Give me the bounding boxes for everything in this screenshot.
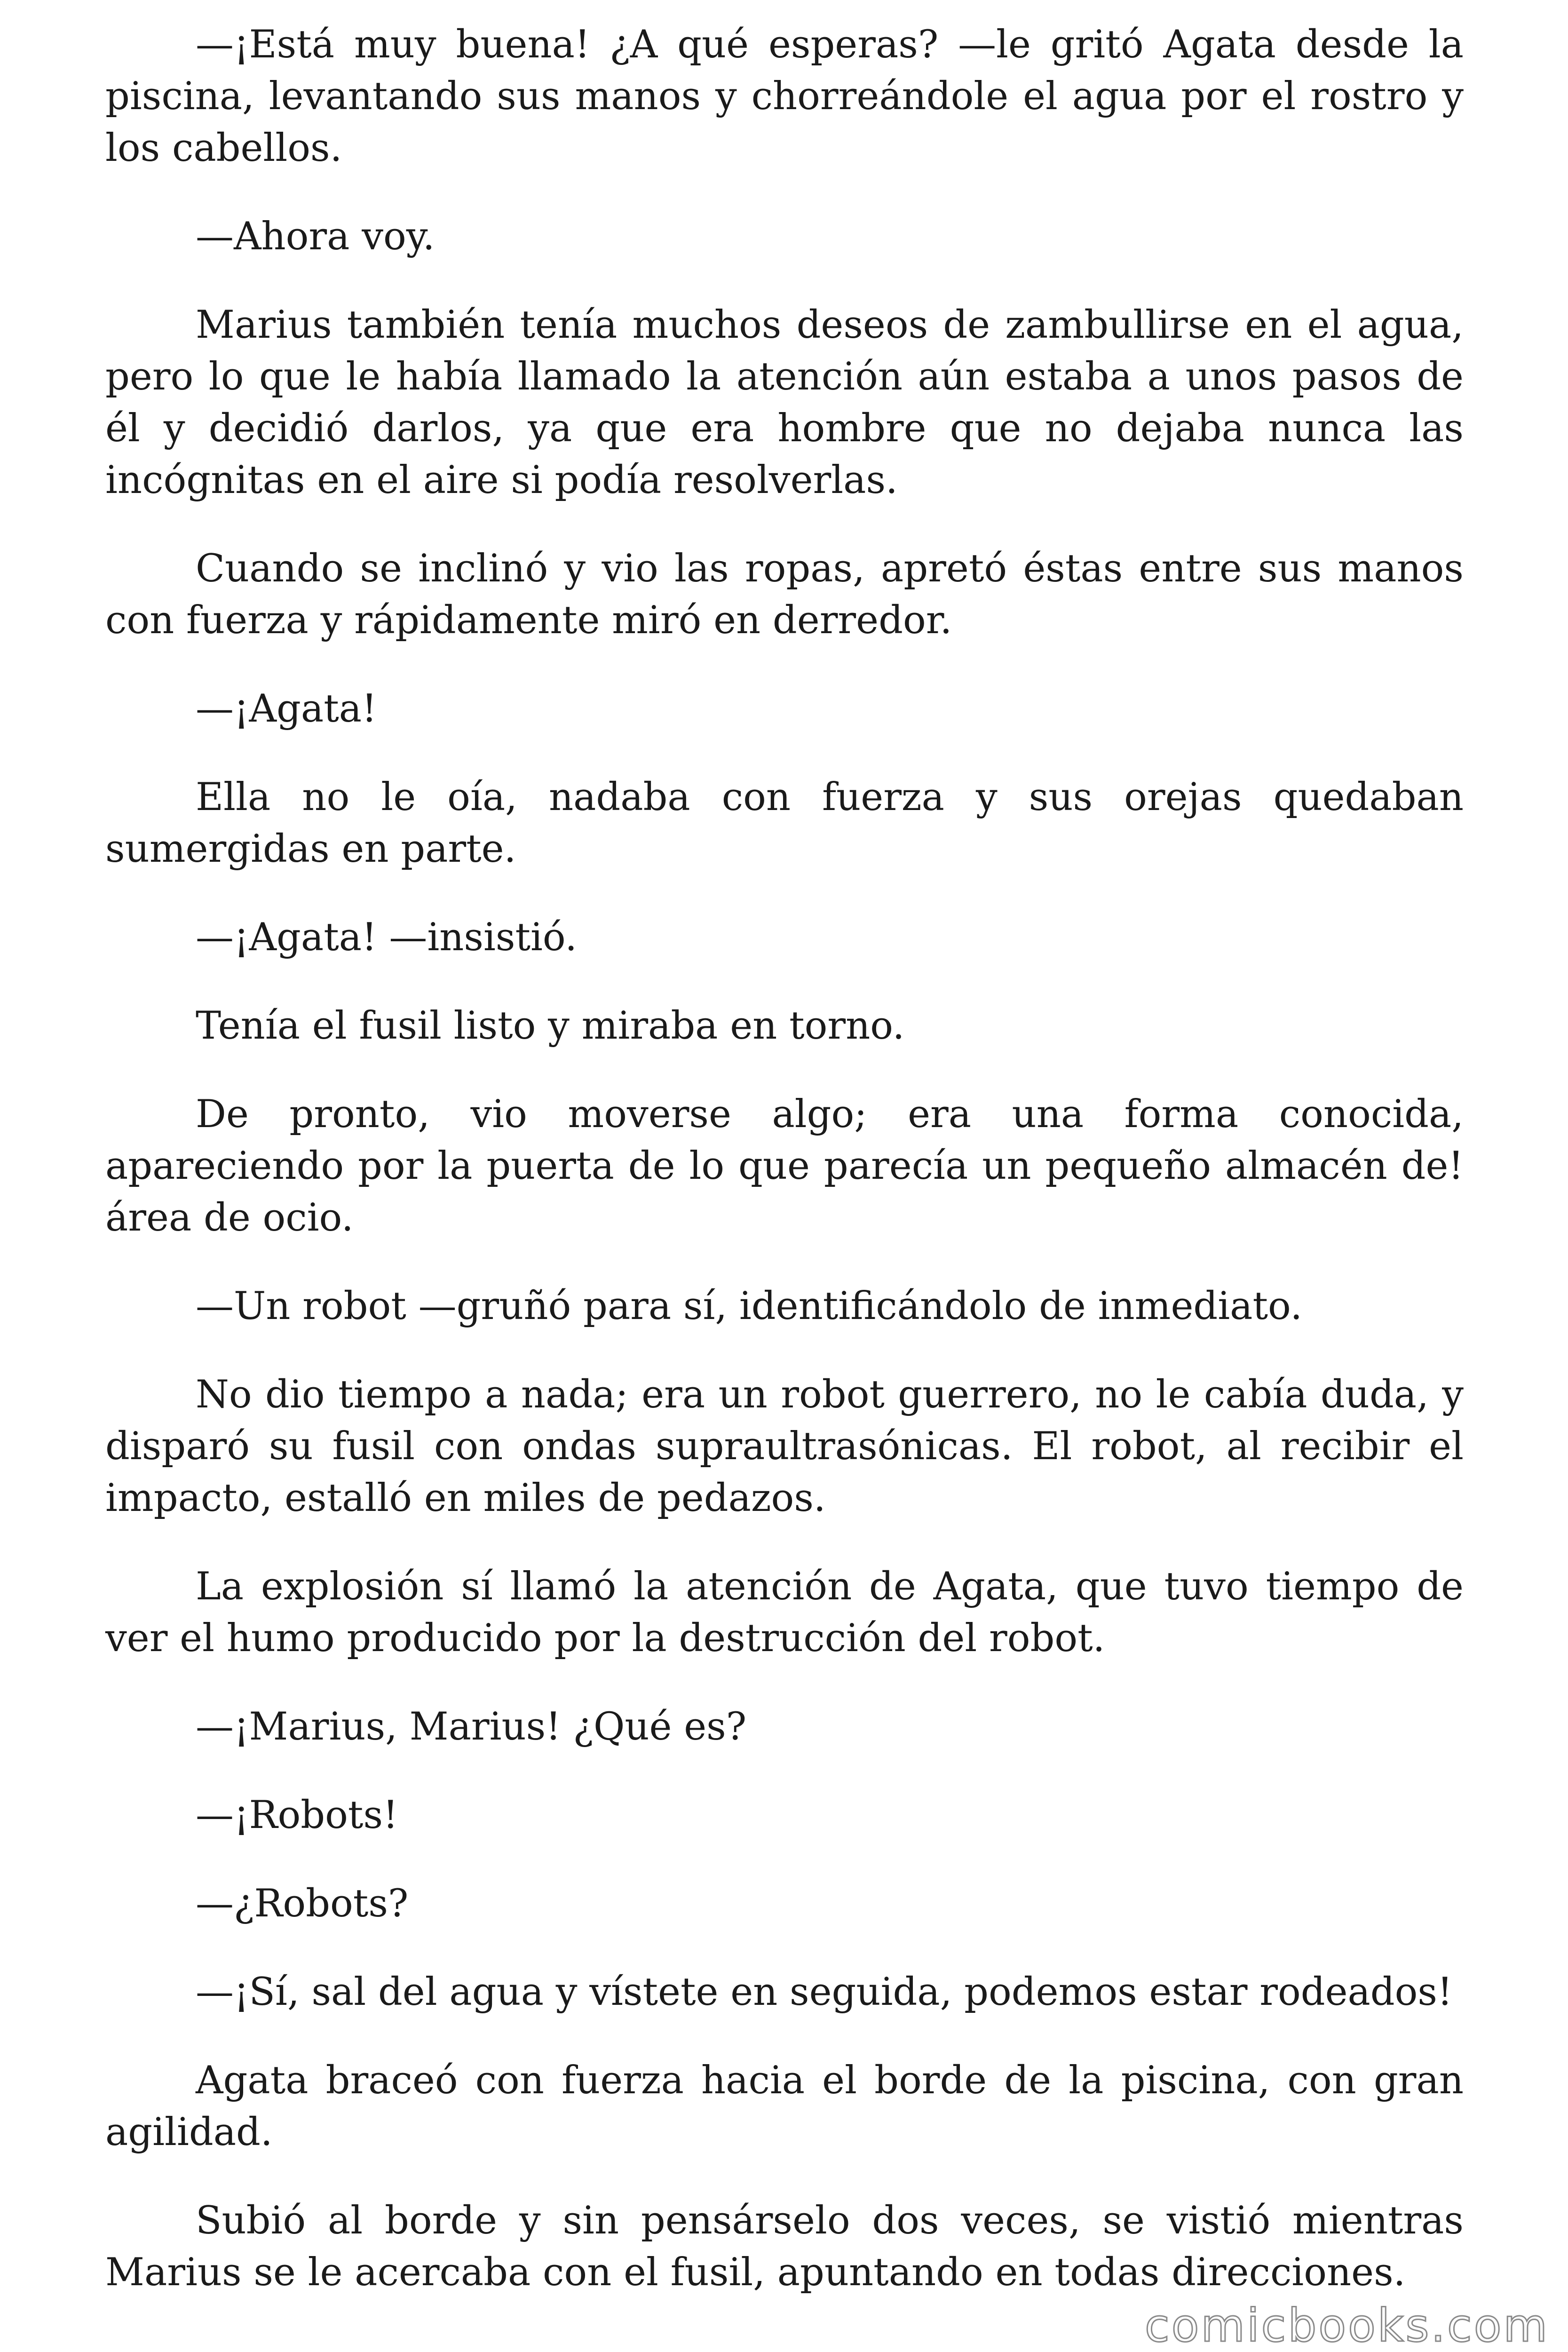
- paragraph: Ella no le oía, nadaba con fuerza y sus orejas quedaban sumergidas en parte.: [105, 775, 1464, 871]
- watermark: comicbooks.com: [1144, 2299, 1549, 2352]
- paragraph: Subió al borde y sin pensárselo dos veces, se vistió mientras Marius se le acercaba con el fusil, apuntando en todas direcciones.: [105, 2199, 1464, 2295]
- paragraph: —¡Está muy buena! ¿A qué esperas? —le gritó Agata desde la piscina, levantando sus manos y chorreándole el agua por el rostro y los cabellos.: [105, 23, 1464, 170]
- paragraph: De pronto, vio moverse algo; era una forma conocida, apareciendo por la puerta de lo que parecía un pequeño almacén de! área de ocio.: [105, 1092, 1464, 1240]
- book-page: [105, 19, 1464, 2324]
- paragraph: —¡Marius, Marius! ¿Qué es?: [196, 1705, 747, 1749]
- page-body-text: [105, 19, 1464, 2298]
- paragraph: La explosión sí llamó la atención de Agata, que tuvo tiempo de ver el humo producido por la destrucción del robot.: [105, 1565, 1464, 1661]
- paragraph: —¡Agata!: [196, 687, 377, 731]
- paragraph: —¡Sí, sal del agua y vístete en seguida, podemos estar rodeados!: [196, 1970, 1453, 2014]
- paragraph: —¡Agata! —insistió.: [196, 915, 577, 960]
- paragraph: No dio tiempo a nada; era un robot guerrero, no le cabía duda, y disparó su fusil con ondas supraultrasónicas. El robot, al recibir el impacto, estalló en miles de pedazos.: [105, 1373, 1464, 1520]
- paragraph: —¡Robots!: [196, 1793, 398, 1837]
- paragraph: —Un robot —gruñó para sí, identificándolo de inmediato.: [196, 1284, 1303, 1328]
- paragraph: —Ahora voy.: [196, 215, 435, 259]
- paragraph: Marius también tenía muchos deseos de zambullirse en el agua, pero lo que le había llamado la atención aún estaba a unos pasos de él y decidió darlos, ya que era hombre que no dejaba nunca las incógnitas en el aire si podía resolverlas.: [105, 303, 1464, 502]
- paragraph: —¿Robots?: [196, 1882, 409, 1926]
- paragraph: Cuando se inclinó y vio las ropas, apretó éstas entre sus manos con fuerza y rápidamente miró en derredor.: [105, 547, 1464, 643]
- paragraph: Tenía el fusil listo y miraba en torno.: [196, 1004, 905, 1048]
- paragraph: Agata braceó con fuerza hacia el borde de la piscina, con gran agilidad.: [105, 2058, 1464, 2154]
